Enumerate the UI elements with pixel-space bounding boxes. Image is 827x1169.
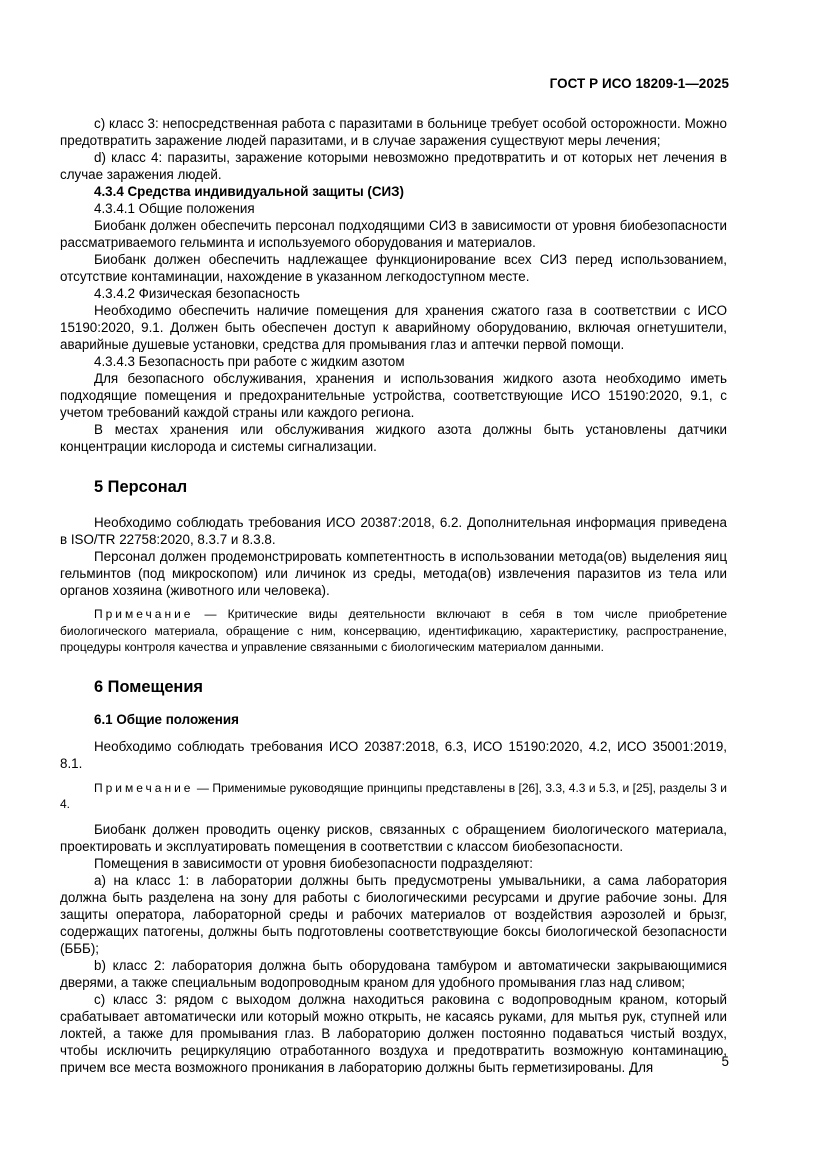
note-text: — Применимые руководящие принципы представлены в [26], 3.3, 4.3 и 5.3, и [25], разделы 3 и 4. (60, 780, 727, 811)
page-number: 5 (721, 1054, 729, 1069)
section-heading: 5 Персонал (94, 478, 188, 496)
subsection-heading: 4.3.4 Средства индивидуальной защиты (СИЗ) (94, 184, 404, 199)
note-text: — Критические виды деятельности включают в себя в том числе приобретение биологического материала, обращение с ним, консервацию, идентификацию, характеристику, распространение, процедуры контроля качества и управление связанными с биологическим материалом данными. (60, 607, 727, 654)
subsubsection-heading: 4.3.4.3 Безопасность при работе с жидким азотом (94, 354, 405, 369)
list-item: a) на класс 1: в лаборатории должны быть предусмотрены умывальники, а сама лаборатория должна быть разделена на зону для работы с биологическими ресурсами и другие рабочие зоны. Для защиты оператора, лабораторной среды и рабочих материалов от воздействия аэрозолей и брызг, содержащих патогены, должны быть подготовлены соответствующие боксы биологической безопасности (БББ); (60, 872, 727, 956)
subsubsection-heading: 4.3.4.1 Общие положения (94, 201, 255, 216)
page-body (60, 115, 727, 1076)
note (60, 606, 727, 656)
note-title: Примечание (94, 780, 194, 795)
paragraph: Персонал должен продемонстрировать компетентность в использовании метода(ов) выделения яиц гельминтов (под микроскопом) или личинок из среды, метода(ов) извлечения паразитов из тела или органов хозяина (животного или человека). (60, 549, 727, 598)
paragraph: Биобанк должен проводить оценку рисков, связанных с обращением биологического материала, проектировать и эксплуатировать помещения в соответствии с классом биобезопасности. (60, 821, 727, 854)
paragraph: Биобанк должен обеспечить персонал подходящими СИЗ в зависимости от уровня биобезопасности рассматриваемого гельминта и используемого оборудования и материалов. (60, 218, 727, 250)
section-heading: 6 Помещения (94, 677, 203, 696)
paragraph: c) класс 3: непосредственная работа с паразитами в больнице требует особой осторожности. Можно предотвратить заражение людей паразитами, и в случае заражения существуют меры лечения; (60, 116, 727, 148)
document-code: ГОСТ Р ИСО 18209-1—2025 (549, 76, 729, 91)
subsection-heading: 6.1 Общие положения (94, 711, 239, 727)
paragraph: Для безопасного обслуживания, хранения и использования жидкого азота необходимо иметь подходящие помещения и предохранительные устройства, соответствующие ИСО 15190:2020, 9.1, с учетом требований каждой страны или каждого региона. (60, 371, 727, 420)
list-item: b) класс 2: лаборатория должна быть оборудована тамбуром и автоматически закрывающимися дверями, а также специальным водопроводным краном для удобного промывания глаз над сливом; (60, 957, 727, 990)
paragraph: d) класс 4: паразиты, заражение которыми невозможно предотвратить и от которых нет лечения в случае заражения людей. (60, 150, 727, 182)
list-item: c) класс 3: рядом с выходом должна находиться раковина с водопроводным краном, который срабатывает автоматически или который можно открыть, не касаясь руками, для мытья рук, ступней или локтей, а также для промывания глаз. В лабораторию должен постоянно подаваться чистый воздух, чтобы исключить рециркуляцию отработанного воздуха и предотвратить возможную контаминацию, причем все места возможного проникания в лабораторию должны быть герметизированы. Для (60, 991, 727, 1075)
paragraph: Необходимо соблюдать требования ИСО 20387:2018, 6.2. Дополнительная информация приведена в ISO/TR 22758:2020, 8.3.7 и 8.3.8. (60, 515, 727, 547)
subsubsection-heading: 4.3.4.2 Физическая безопасность (94, 286, 300, 301)
paragraph: В местах хранения или обслуживания жидкого азота должны быть установлены датчики концентрации кислорода и системы сигнализации. (60, 422, 727, 454)
note (60, 780, 727, 813)
paragraph: Биобанк должен обеспечить надлежащее функционирование всех СИЗ перед использованием, отсутствие контаминации, нахождение в указанном легкодоступном месте. (60, 252, 727, 284)
paragraph: Необходимо обеспечить наличие помещения для хранения сжатого газа в соответствии с ИСО 15190:2020, 9.1. Должен быть обеспечен доступ к аварийному оборудованию, включая огнетушители, аварийные душевые установки, средства для промывания глаз и аптечки первой помощи. (60, 303, 727, 352)
note-title: Примечание (94, 607, 194, 621)
paragraph: Необходимо соблюдать требования ИСО 20387:2018, 6.3, ИСО 15190:2020, 4.2, ИСО 35001:2019, 8.1. (60, 738, 727, 771)
paragraph: Помещения в зависимости от уровня биобезопасности подразделяют: (94, 855, 533, 871)
